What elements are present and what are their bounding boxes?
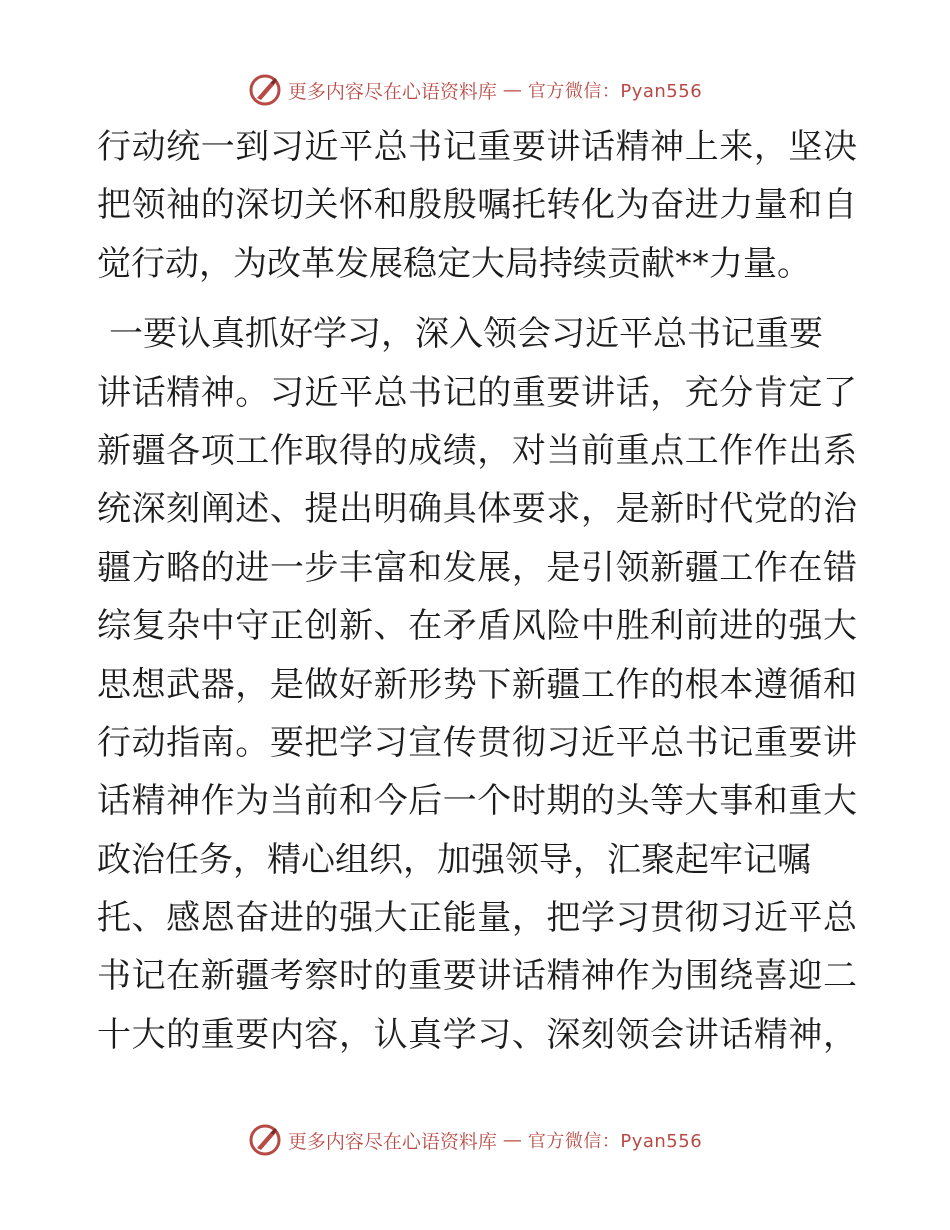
text-line: 统深刻阐述、提出明确具体要求，是新时代党的治	[97, 489, 857, 530]
document-body	[97, 118, 857, 1064]
header-wechat-text: 官方微信：Pyan556	[527, 81, 703, 102]
text-line: 行动指南。要把学习宣传贯彻习近平总书记重要讲	[97, 722, 857, 763]
text-line: 觉行动，为改革发展稳定大局持续贡献**力量。	[97, 243, 811, 284]
quill-logo-icon	[248, 1123, 282, 1157]
text-line: 思想武器，是做好新形势下新疆工作的根本遵循和	[97, 664, 857, 705]
text-line: 托、感恩奋进的强大正能量，把学习贯彻习近平总	[97, 898, 857, 939]
text-line: 新疆各项工作取得的成绩，对当前重点工作作出系	[97, 430, 857, 471]
text-line: 十大的重要内容，认真学习、深刻领会讲话精神，	[97, 1014, 857, 1055]
footer-watermark-banner	[0, 1120, 950, 1160]
text-line: 综复杂中守正创新、在矛盾风险中胜利前进的强大	[97, 606, 857, 647]
text-line: 把领袖的深切关怀和殷殷嘱托转化为奋进力量和自	[97, 185, 857, 226]
footer-separator: —	[502, 1129, 522, 1151]
text-line: 行动统一到习近平总书记重要讲话精神上来，坚决	[97, 127, 857, 167]
paragraph-2	[97, 305, 857, 1064]
text-line: 讲话精神。习近平总书记的重要讲话，充分肯定了	[97, 372, 857, 413]
text-line: 政治任务，精心组织，加强领导，汇聚起牢记嘱	[97, 839, 811, 880]
footer-wechat-text: 官方微信：Pyan556	[527, 1131, 703, 1152]
quill-logo-icon	[248, 73, 282, 107]
text-line: 书记在新疆考察时的重要讲话精神作为围绕喜迎二	[97, 956, 857, 997]
header-watermark-banner	[0, 70, 950, 110]
text-line: 一要认真抓好学习，深入领会习近平总书记重要	[109, 314, 823, 355]
header-site-text: 更多内容尽在心语资料库	[287, 80, 497, 103]
paragraph-1	[97, 118, 857, 293]
text-line: 话精神作为当前和今后一个时期的头等大事和重大	[97, 781, 857, 822]
text-line: 疆方略的进一步丰富和发展，是引领新疆工作在错	[97, 547, 857, 588]
footer-site-text: 更多内容尽在心语资料库	[287, 1130, 497, 1153]
header-separator: —	[502, 79, 522, 101]
